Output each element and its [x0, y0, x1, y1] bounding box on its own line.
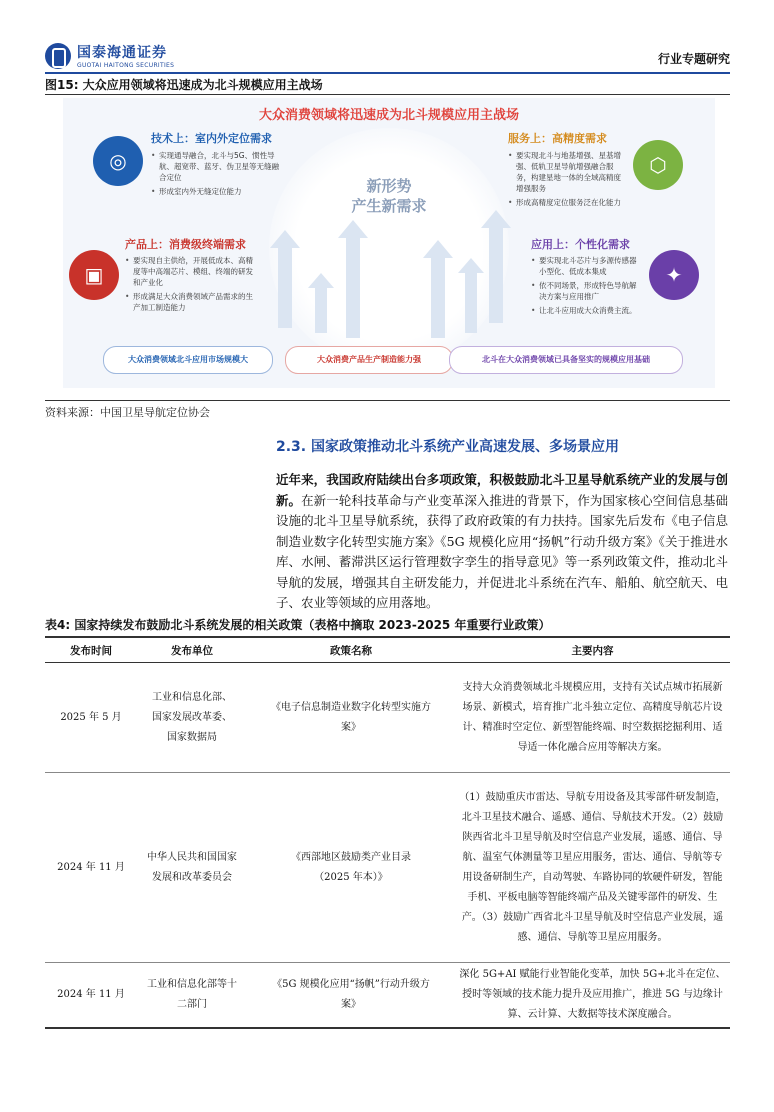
source-divider	[45, 400, 730, 401]
cell-issuer: 工业和信息化部等十二部门	[137, 963, 247, 1029]
service-item: • 要实现北斗与地基增强、星基增强、低轨卫星导航增强融合服务，构建星地一体的全域高精度增强服务	[508, 150, 628, 194]
col-header-content: 主要内容	[455, 637, 730, 663]
center-line-1: 新形势	[366, 177, 412, 195]
table-row	[45, 663, 730, 773]
section-heading: 2.3. 国家政策推动北斗系统产业高速发展、多场景应用	[276, 439, 619, 455]
center-line-2: 产生新需求	[351, 197, 427, 215]
arrow-shape	[270, 230, 300, 328]
globe-icon: ◎	[93, 136, 143, 186]
infographic	[63, 98, 715, 388]
application-list	[531, 255, 643, 319]
arrow-shape	[458, 258, 484, 333]
tech-item: • 实现通导融合，北斗与5G、惯性导航、超宽带、蓝牙、伪卫星等无缝融合定位	[151, 150, 283, 183]
cube-icon: ⬡	[633, 140, 683, 190]
policy-table	[45, 636, 730, 1029]
product-title: 产品上：消费级终端需求	[125, 238, 246, 251]
application-title: 应用上：个性化需求	[531, 238, 630, 251]
cell-content: 支持大众消费领域北斗规模应用，支持有关试点城市拓展新场景、新模式，培育推广北斗独立定位、高精度导航芯片设计、精准时空定位、新型智能终端、时空数据挖掘利用、适导适一体化融合应用等解决方案。	[455, 663, 730, 773]
company-logo	[45, 42, 174, 69]
cell-issuer: 中华人民共和国国家发展和改革委员会	[137, 773, 247, 963]
cell-content: （1）鼓励重庆市雷达、导航专用设备及其零部件研发制造，北斗卫星技术融合、遥感、通信、导航技术开发。（2）鼓励陕西省北斗卫星导航及时空信息产业发展，遥感、通信、导航、温室气体测量等卫星应用服务，雷达、通信、导航等专用设备研制生产，自动驾驶、车路协同的软硬件研发，智能手机、平板电脑等智能终端产品及关键零部件的研发、生产。（3）鼓励广西省北斗卫星导航及时空信息产业发展，遥感、通信、导航等卫星应用服务。	[455, 773, 730, 963]
col-header-date: 发布时间	[45, 637, 137, 663]
section-paragraph	[276, 470, 728, 614]
col-header-issuer: 发布单位	[137, 637, 247, 663]
figure-source: 资料来源：中国卫星导航定位协会	[45, 406, 210, 419]
application-item: • 让北斗应用成大众消费主流。	[531, 305, 643, 316]
application-item: • 依不同场景，形成特色导航解决方案与应用推广	[531, 280, 643, 302]
cell-issuer: 工业和信息化部、国家发展改革委、国家数据局	[137, 663, 247, 773]
logo-name-cn: 国泰海通证券	[77, 45, 167, 61]
cell-policy: 《电子信息制造业数字化转型实施方案》	[247, 663, 455, 773]
logo-mark-icon	[45, 43, 71, 69]
pill-manufacturing: 大众消费产品生产制造能力强	[285, 346, 453, 374]
service-title: 服务上：高精度需求	[508, 132, 607, 145]
service-list	[508, 150, 628, 211]
arrow-shape	[308, 273, 334, 333]
logo-name-en: GUOTAI HAITONG SECURITIES	[77, 62, 175, 69]
pill-foundation: 北斗在大众消费领域已具备坚实的规模应用基础	[449, 346, 683, 374]
col-header-policy: 政策名称	[247, 637, 455, 663]
figure-divider	[45, 94, 730, 95]
application-item: • 要实现北斗芯片与多源传感器小型化、低成本集成	[531, 255, 643, 277]
header-divider	[45, 72, 730, 74]
product-list	[125, 255, 255, 316]
paragraph-lead: 近年来，我国政府陆续出台多项政策，积极鼓励北斗卫星导航系统产业的发展与创新。	[276, 472, 728, 508]
cell-date: 2024 年 11 月	[45, 963, 137, 1029]
chip-icon: ▣	[69, 250, 119, 300]
paragraph-body: 在新一轮科技革命与产业变革深入推进的背景下，作为国家核心空间信息基础设施的北斗卫星导航系统，获得了政府政策的有力扶持。国家先后发布《电子信息制造业数字化转型实施方案》《5G 规模化应用“扬帆”行动升级方案》《关于推进水库、水闸、蓄滞洪区运行管理数字孪生的指导意见》等一系列政策文件，推动北斗导航的发展，增强其自主研发能力，并促进北斗系统在汽车、船舶、航空航天、电子、农业等领域的应用落地。	[276, 492, 728, 610]
table-caption: 表4: 国家持续发布鼓励北斗系统发展的相关政策（表格中摘取 2023-2025 年重要行业政策）	[45, 618, 551, 632]
cell-policy: 《西部地区鼓励类产业目录（2025 年本）》	[247, 773, 455, 963]
product-item: • 形成满足大众消费领域产品需求的生产加工制造能力	[125, 291, 255, 313]
tech-title: 技术上：室内外定位需求	[151, 132, 272, 145]
infographic-headline: 大众消费领域将迅速成为北斗规模应用主战场	[258, 108, 519, 123]
service-item: • 形成高精度定位服务泛在化能力	[508, 197, 628, 208]
cell-content: 深化 5G+AI 赋能行业智能化变革，加快 5G+北斗在定位、授时等领域的技术能力提升及应用推广，推进 5G 与边缘计算、云计算、大数据等技术深度融合。	[455, 963, 730, 1029]
tech-list	[151, 150, 283, 200]
table-header-row	[45, 637, 730, 663]
page-header	[45, 40, 730, 74]
figure-caption: 图15: 大众应用领域将迅速成为北斗规模应用主战场	[45, 78, 323, 92]
arrow-shape	[338, 220, 368, 338]
cell-date: 2024 年 11 月	[45, 773, 137, 963]
table-row	[45, 963, 730, 1029]
arrow-shape	[481, 210, 511, 323]
document-type: 行业专题研究	[657, 52, 730, 66]
pill-market-scale: 大众消费领域北斗应用市场规模大	[103, 346, 273, 374]
arrow-shape	[423, 240, 453, 338]
tech-item: • 形成室内外无缝定位能力	[151, 186, 283, 197]
product-item: • 要实现自主供给，开展低成本、高精度等中高端芯片、模组、终端的研发和产业化	[125, 255, 255, 288]
cell-date: 2025 年 5 月	[45, 663, 137, 773]
cell-policy: 《5G 规模化应用“扬帆”行动升级方案》	[247, 963, 455, 1029]
network-icon: ✦	[649, 250, 699, 300]
table-row	[45, 773, 730, 963]
